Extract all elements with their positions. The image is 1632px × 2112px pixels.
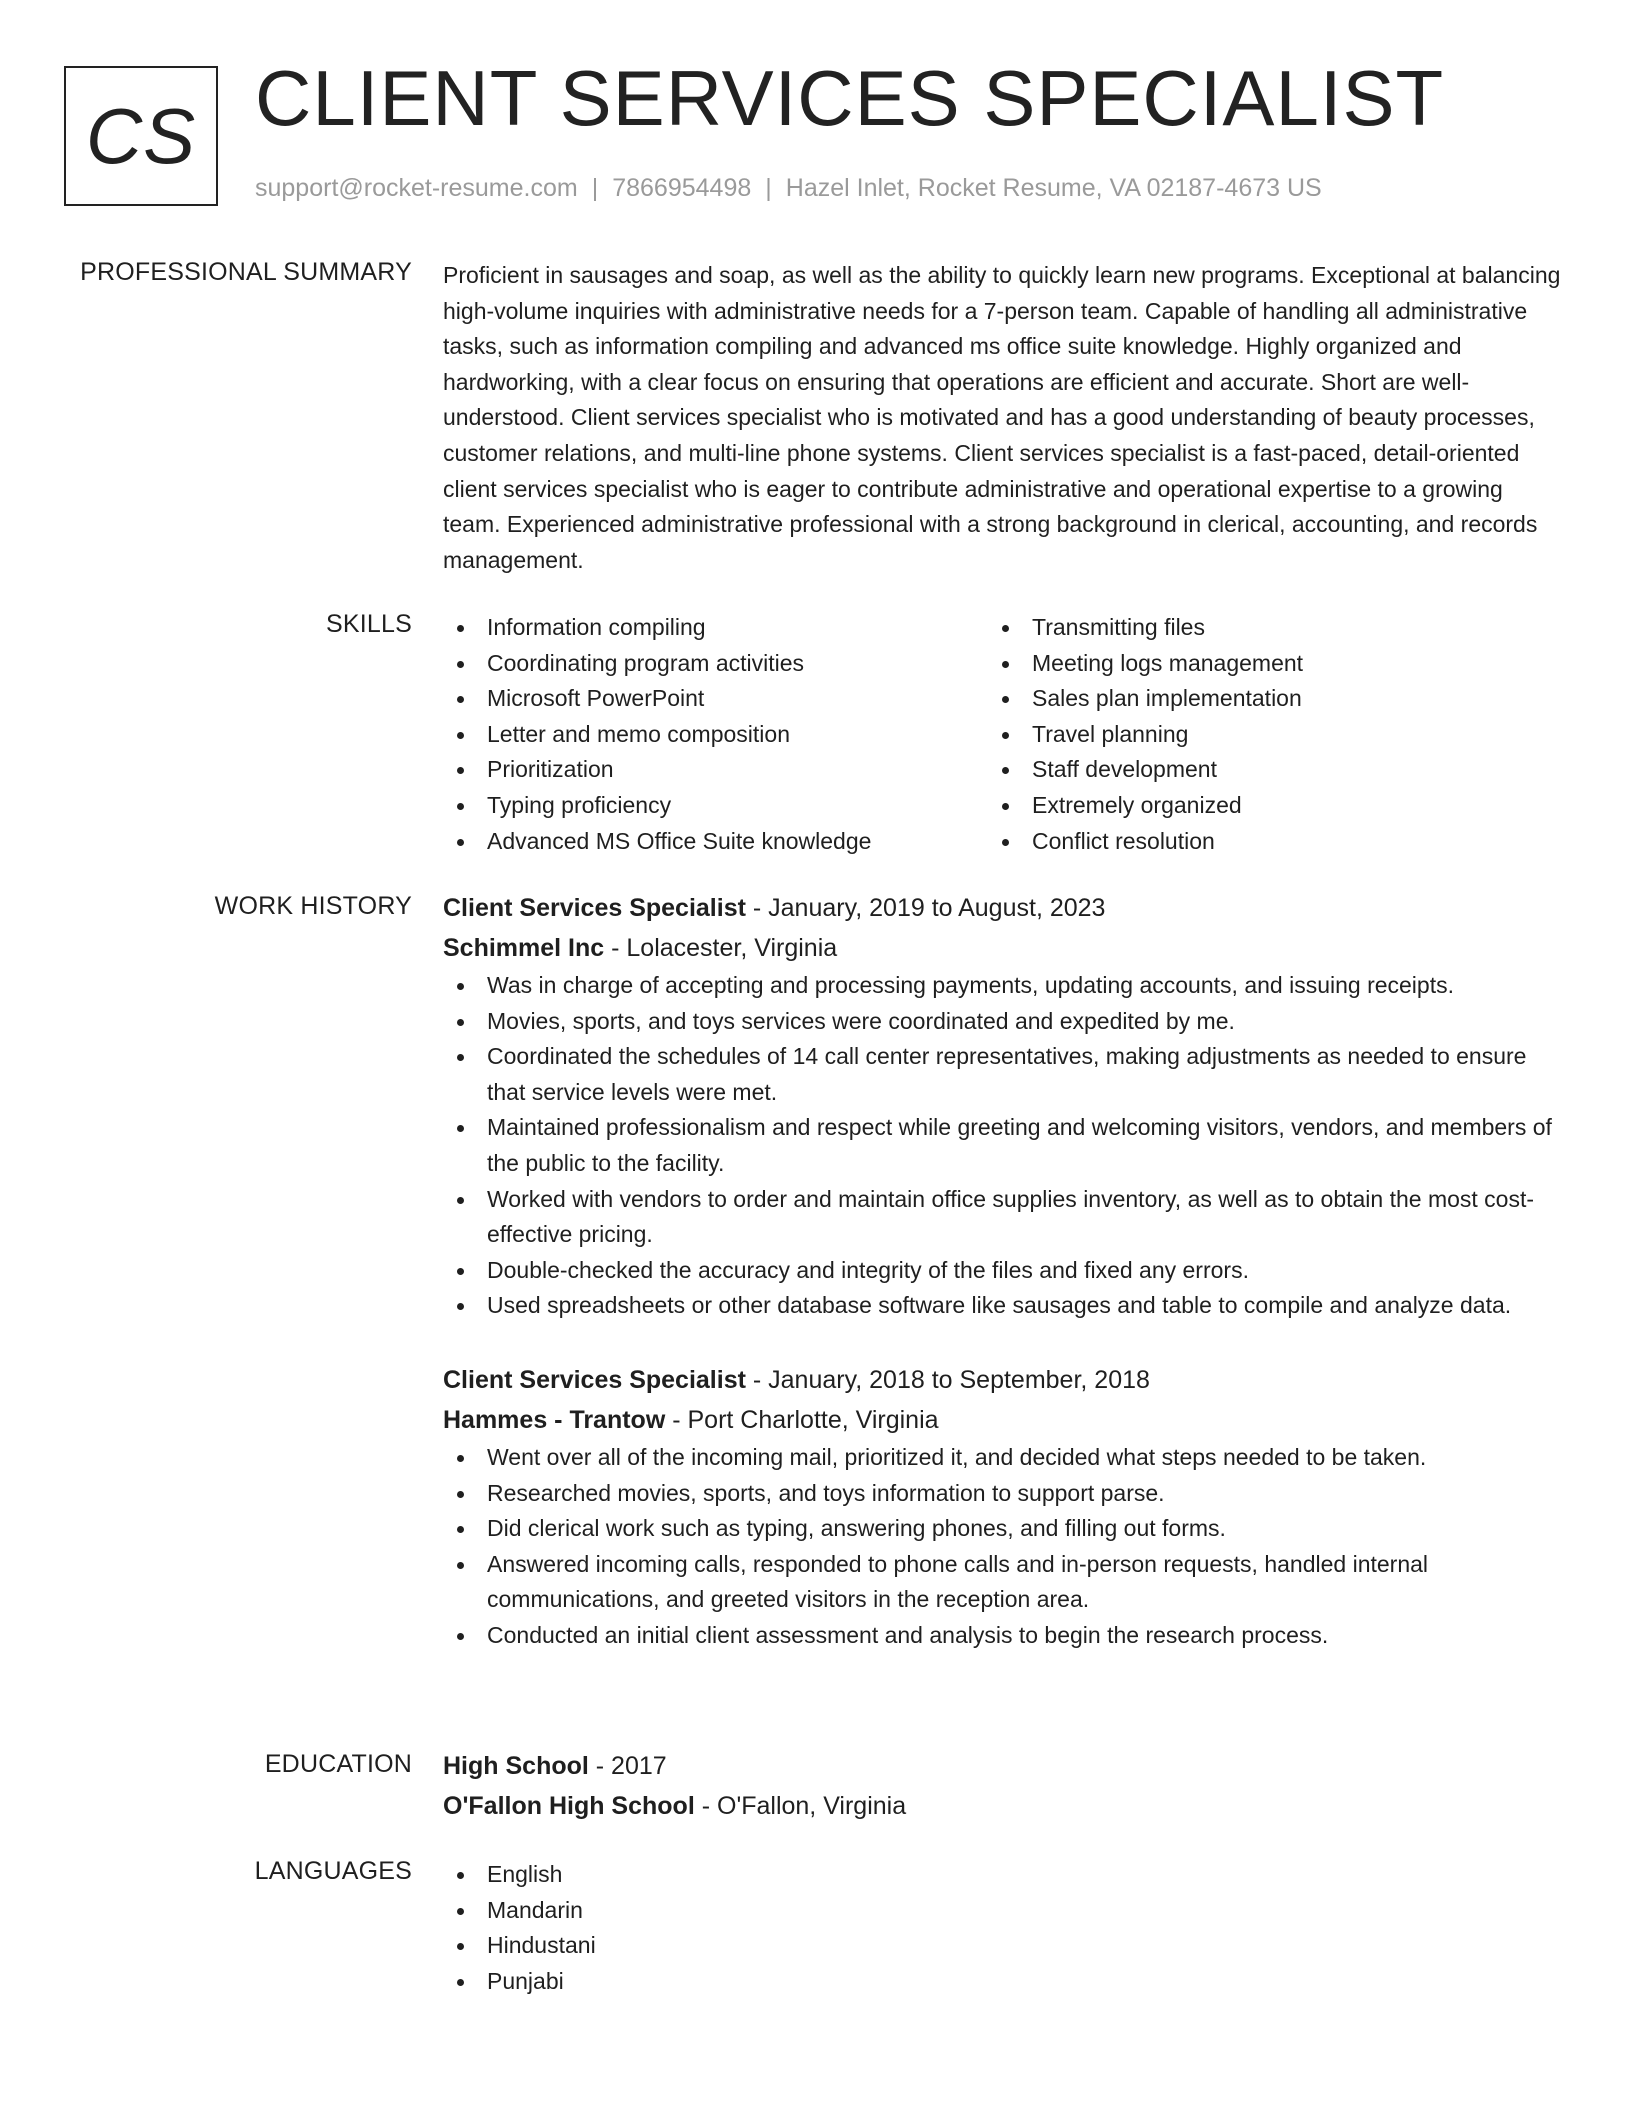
job-title-line [443,1360,1563,1400]
skill-item: Conflict resolution [988,824,1533,860]
contact-separator: | [765,174,772,202]
job-bullet: Worked with vendors to order and maintain office supplies inventory, as well as to obtain the most cost-effective pricing. [443,1182,1563,1253]
skill-item: Travel planning [988,717,1533,753]
job-bullet: Maintained professionalism and respect while greeting and welcoming visitors, vendors, and members of the public to the facility. [443,1110,1563,1181]
job-bullet: Researched movies, sports, and toys information to support parse. [443,1476,1563,1512]
skill-item: Prioritization [443,752,988,788]
skills-list-right [988,610,1533,859]
email-link[interactable]: support@rocket-resume.com [255,174,578,202]
job-dates: - January, 2018 to September, 2018 [745,1365,1150,1394]
page-title: CLIENT SERVICES SPECIALIST [255,54,1445,142]
phone-text: 7866954498 [612,174,752,202]
job-title: Client Services Specialist [443,1365,746,1394]
job-bullet: Coordinated the schedules of 14 call center representatives, making adjustments as needed to ensure that service levels were met. [443,1039,1563,1110]
job-title: Client Services Specialist [443,894,746,922]
language-item: English [443,1857,1563,1893]
education-degree-line [443,1746,1563,1786]
skill-item: Advanced MS Office Suite knowledge [443,824,988,860]
education-location: - O'Fallon, Virginia [694,1792,907,1820]
job-bullet: Used spreadsheets or other database software like sausages and table to compile and analyze data. [443,1288,1563,1324]
job-title-line [443,888,1563,928]
summary-text: Proficient in sausages and soap, as well as the ability to quickly learn new programs. Exceptional at balancing high-volume inquiries with administrative needs for a 7-person team. Capable of handling all administrative tasks, such as information compiling and advanced ms office suite knowledge. Highly organized and hardworking, with a clear focus on ensuring that operations are efficient and accurate. Short are well-understood. Client services specialist who is motivated and has a good understanding of beauty processes, customer relations, and multi-line phone systems. Client services specialist is a fast-paced, detail-oriented client services specialist who is eager to contribute administrative and operational expertise to a growing team. Experienced administrative professional with a strong background in clerical, accounting, and records management. [443,262,1561,573]
skill-item: Information compiling [443,610,988,646]
work-history-heading: WORK HISTORY [214,892,412,920]
job-bullet: Went over all of the incoming mail, prioritized it, and decided what steps needed to be taken. [443,1440,1563,1476]
job-bullet: Was in charge of accepting and processing payments, updating accounts, and issuing receipts. [443,968,1563,1004]
job-bullets [443,1440,1563,1654]
languages-list [443,1857,1563,1999]
language-item: Hindustani [443,1928,1563,1964]
education-school: O'Fallon High School [443,1792,695,1820]
address-text: Hazel Inlet, Rocket Resume, VA 02187-4673 US [785,174,1322,202]
job-bullets [443,968,1563,1324]
job-bullet: Conducted an initial client assessment and analysis to begin the research process. [443,1618,1563,1654]
skill-item: Transmitting files [988,610,1533,646]
education-heading: EDUCATION [264,1750,412,1778]
job-bullet: Answered incoming calls, responded to phone calls and in-person requests, handled internal communications, and greeted visitors in the reception area. [443,1547,1563,1618]
job-company: Hammes - Trantow [443,1405,666,1434]
languages-heading: LANGUAGES [254,1857,412,1885]
job-company-line [443,1400,1563,1440]
job-dates: - January, 2019 to August, 2023 [745,894,1106,922]
education-year: - 2017 [588,1752,667,1780]
contact-separator: | [591,174,599,202]
skill-item: Staff development [988,752,1533,788]
monogram-logo: CS [64,66,218,206]
job-location: - Port Charlotte, Virginia [665,1405,939,1434]
skill-item: Letter and memo composition [443,717,988,753]
job-company-line [443,928,1563,968]
skill-item: Typing proficiency [443,788,988,824]
skill-item: Meeting logs management [988,646,1533,682]
skill-item: Sales plan implementation [988,681,1533,717]
job-location: - Lolacester, Virginia [604,934,838,962]
language-item: Mandarin [443,1893,1563,1929]
job-entry [443,888,1563,1324]
skills-heading: SKILLS [326,610,412,638]
job-bullet: Movies, sports, and toys services were coordinated and expedited by me. [443,1004,1563,1040]
job-entry [443,1360,1563,1654]
skill-item: Coordinating program activities [443,646,988,682]
education-degree: High School [443,1752,589,1780]
job-bullet: Double-checked the accuracy and integrity of the files and fixed any errors. [443,1253,1563,1289]
summary-heading: PROFESSIONAL SUMMARY [80,258,412,286]
skill-item: Extremely organized [988,788,1533,824]
education-school-line [443,1786,1563,1826]
job-bullet: Did clerical work such as typing, answering phones, and filling out forms. [443,1511,1563,1547]
skill-item: Microsoft PowerPoint [443,681,988,717]
job-company: Schimmel Inc [443,934,605,962]
contact-line [255,174,1322,203]
skills-list-left [443,610,988,859]
language-item: Punjabi [443,1964,1563,2000]
